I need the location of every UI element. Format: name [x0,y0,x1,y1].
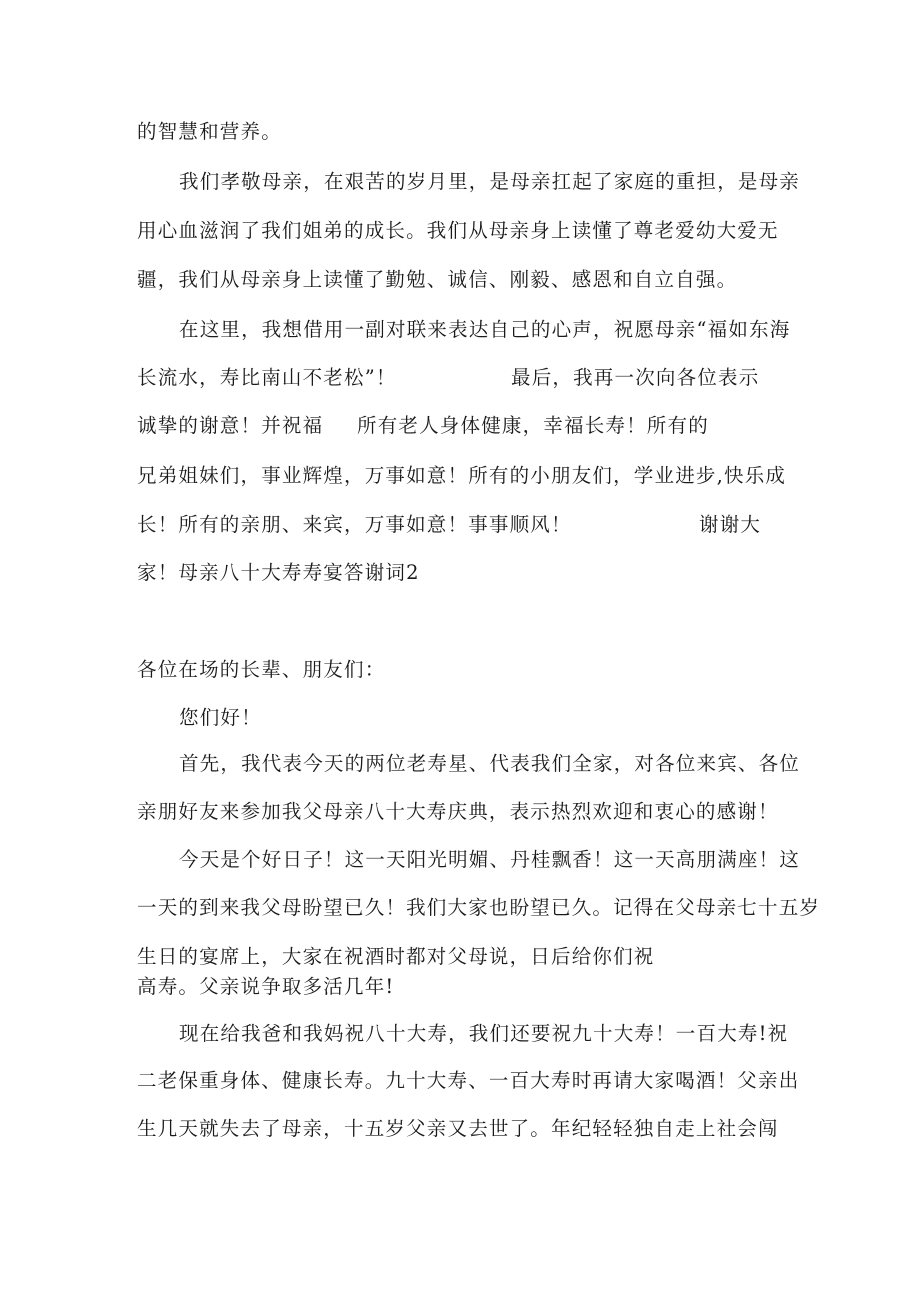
text-line: 生几天就失去了母亲，十五岁父亲又去世了。年纪轻轻独自走上社会闯 [137,1117,779,1140]
text-line: 疆，我们从母亲身上读懂了勤勉、诚信、刚毅、感恩和自立自强。 [137,268,738,291]
text-line: 现在给我爸和我妈祝八十大寿，我们还要祝九十大寿！一百大寿!祝 [179,1022,789,1045]
text-line: 首先，我代表今天的两位老寿星、代表我们全家，对各位来宾、各位 [179,752,801,775]
text-line: 的智慧和营养。 [137,120,282,143]
text-line: 所有老人身体健康，幸福长寿！所有的 [357,414,709,437]
text-line: 最后，我再一次向各位表示 [511,366,760,389]
text-line: 一天的到来我父母盼望已久！我们大家也盼望已久。记得在父母亲七十五岁 [137,896,821,919]
text-line: 在这里，我想借用一副对联来表达自己的心声，祝愿母亲“福如东海 [179,318,791,341]
text-line: 诚挚的谢意！并祝福 [137,414,324,437]
text-line: 高寿。父亲说争取多活几年! [137,975,395,998]
text-line: 谢谢大 [699,513,762,536]
text-line: 各位在场的长辈、朋友们： [137,658,386,681]
text-line: 我们孝敬母亲，在艰苦的岁月里，是母亲扛起了家庭的重担，是母亲 [179,170,801,193]
text-line: 长！所有的亲朋、来宾，万事如意！事事顺风！ [137,513,572,536]
text-line: 生日的宴席上，大家在祝酒时都对父母说，日后给你们祝 [137,945,655,968]
text-line: 今天是个好日子！这一天阳光明媚、丹桂飘香！这一天高朋满座！这 [179,848,801,871]
text-line: 您们好！ [179,706,262,729]
text-line: 兄弟姐妹们，事业辉煌，万事如意！所有的小朋友们，学业进步,快乐成 [137,464,787,487]
text-line: 家！母亲八十大寿寿宴答谢词2 [137,561,420,584]
text-line: 亲朋好友来参加我父母亲八十大寿庆典，表示热烈欢迎和衷心的感谢！ [137,800,779,823]
text-line: 长流水，寿比南山不老松”！ [137,366,397,389]
text-line: 二老保重身体、健康长寿。九十大寿、一百大寿时再请大家喝酒！父亲出 [137,1069,800,1092]
text-line: 用心血滋润了我们姐弟的成长。我们从母亲身上读懂了尊老爱幼大爱无 [137,219,779,242]
